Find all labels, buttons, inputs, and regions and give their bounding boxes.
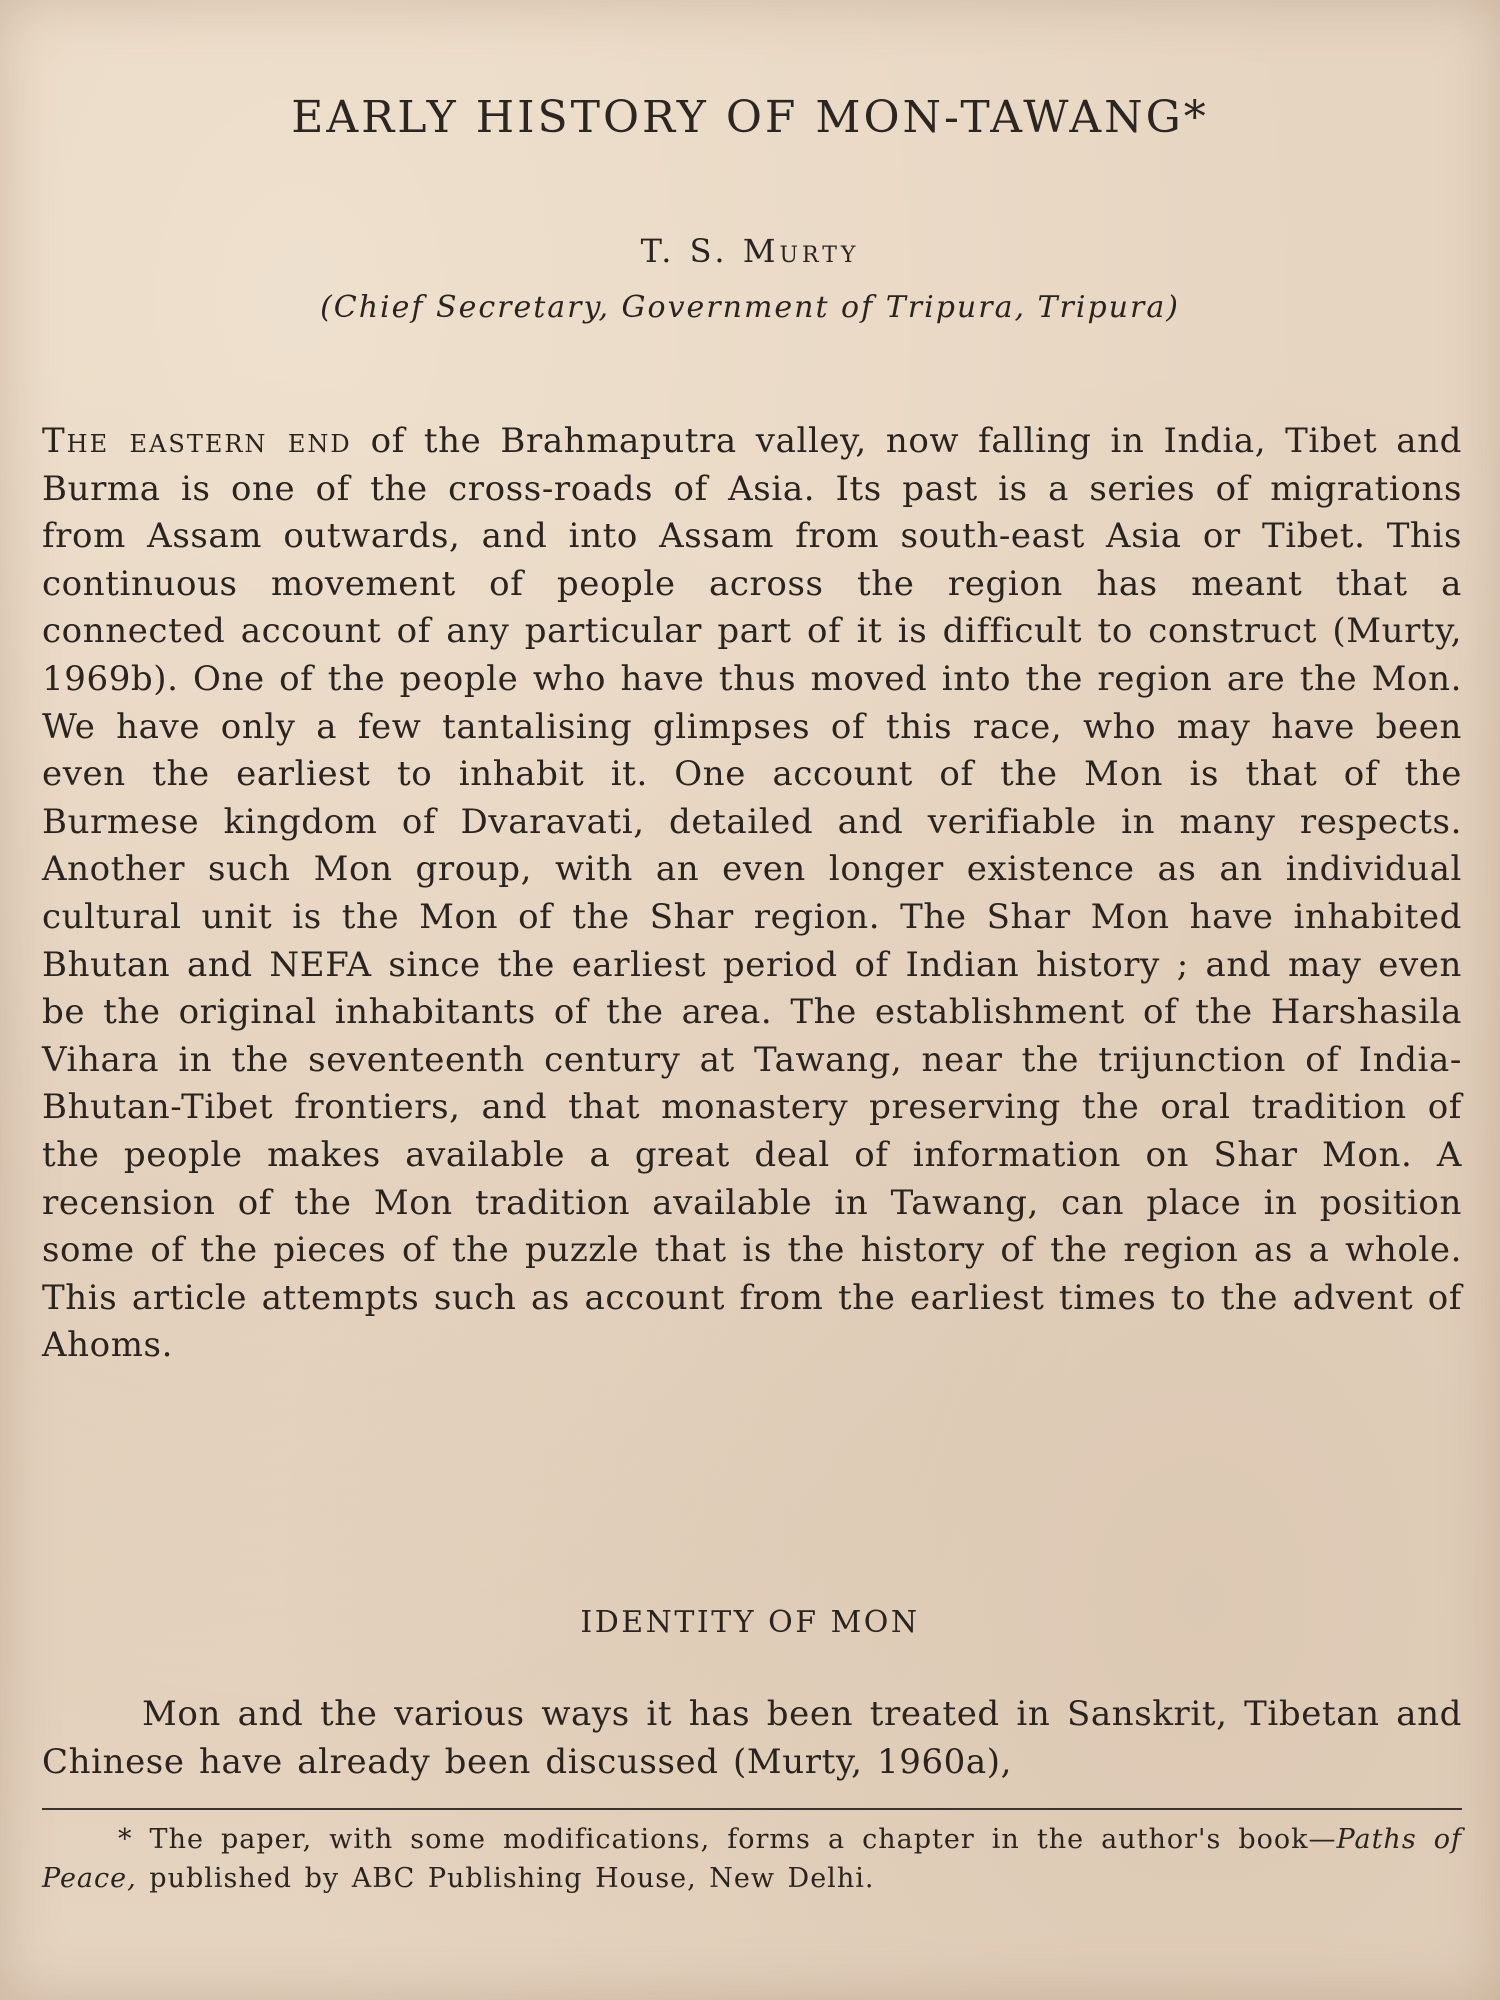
footnote: [42, 1820, 1462, 1898]
article-title: EARLY HISTORY OF MON-TAWANG*: [291, 92, 1209, 143]
footnote-book-title: Paths of Peace,: [42, 1824, 1462, 1894]
author-affiliation: (Chief Secretary, Government of Tripura, Tripura): [320, 290, 1180, 325]
footnote-suffix: published by ABC Publishing House, New Delhi.: [136, 1863, 875, 1894]
author-name: T. S. Murty: [640, 232, 860, 270]
paragraph-1-text: of the Brahmaputra valley, now falling in India, Tibet and Burma is one of the cross-roads of Asia. Its past is a series of migrations from Assam outwards, and into Assam from south-east Asia or Tibet. This continuous movement of people across the region has meant that a connected account of any particular part of it is difficult to construct (Murty, 1969b). One of the people who have thus moved into the region are the Mon. We have only a few tantalising glimpses of this race, who may have been even the earliest to inhabit it. One account of the Mon is that of the Burmese kingdom of Dvaravati, detailed and verifiable in many respects. Another such Mon group, with an even longer existence as an individual cultural unit is the Mon of the Shar region. The Shar Mon have inhabited Bhutan and NEFA since the earliest period of Indian history ; and may even be the original inhabitants of the area. The establishment of the Harshasila Vihara in the seventeenth century at Tawang, near the trijunction of India-Bhutan-Tibet frontiers, and that monastery preserving the oral tradition of the people makes available a great deal of information on Shar Mon. A recension of the Mon tradition available in Tawang, can place in position some of the pieces of the puzzle that is the history of the region as a whole. This article attempts such as account from the earliest times to the advent of Ahoms.: [42, 421, 1462, 1366]
footnote-divider: [42, 1808, 1462, 1810]
section-heading: IDENTITY OF MON: [580, 1605, 920, 1640]
footnote-prefix: * The paper, with some modifications, forms a chapter in the author's book—: [118, 1824, 1337, 1855]
body-paragraph-2: Mon and the various ways it has been treated in Sanskrit, Tibetan and Chinese have already been discussed (Murty, 1960a),: [42, 1694, 1462, 1782]
article-author: [0, 232, 1500, 270]
lead-words: The eastern end: [42, 421, 352, 461]
body-paragraph-1: [42, 418, 1462, 1370]
